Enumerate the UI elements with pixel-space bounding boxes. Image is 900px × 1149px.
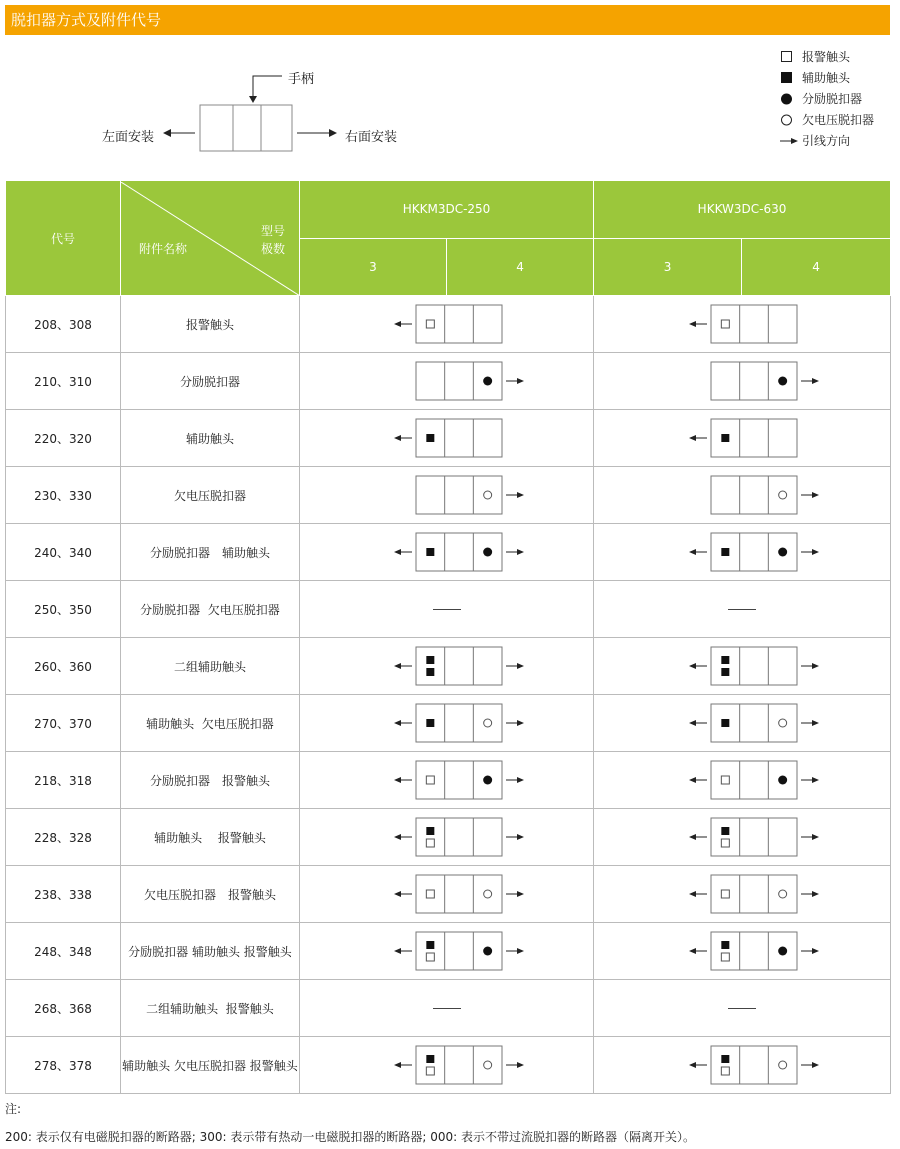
alarm-contact-icon	[721, 320, 729, 328]
alarm-contact-icon	[721, 890, 729, 898]
breaker-symbol-diagram	[300, 356, 594, 404]
model-250-symbol-cell	[300, 809, 594, 866]
model-630-symbol-cell	[594, 353, 891, 410]
model-630-symbol-cell	[594, 467, 891, 524]
symbol-legend	[780, 46, 874, 151]
lead-left-arrow-icon	[689, 321, 707, 327]
shunt-release-icon	[483, 775, 492, 784]
header-pole-3: 3	[594, 238, 742, 296]
table-row	[6, 524, 891, 581]
alarm-contact-icon	[426, 1067, 434, 1075]
undervoltage-release-icon	[484, 1061, 492, 1069]
alarm-contact-icon	[426, 953, 434, 961]
aux-contact-icon	[721, 548, 729, 556]
model-630-symbol-cell	[594, 695, 891, 752]
lead-right-arrow-icon	[506, 834, 524, 840]
model-250-symbol-cell	[300, 980, 594, 1037]
model-630-symbol-cell	[594, 638, 891, 695]
model-250-symbol-cell	[300, 752, 594, 809]
aux-contact-icon	[426, 434, 434, 442]
not-available-dash	[433, 609, 461, 610]
model-630-symbol-cell	[594, 866, 891, 923]
breaker-symbol-diagram	[595, 299, 889, 347]
undervoltage-release-icon	[484, 890, 492, 898]
model-630-symbol-cell	[594, 581, 891, 638]
lead-right-arrow-icon	[801, 492, 819, 498]
lead-right-arrow-icon	[506, 663, 524, 669]
row-code: 248、348	[6, 923, 121, 980]
lead-left-arrow-icon	[689, 777, 707, 783]
lead-right-arrow-icon	[801, 891, 819, 897]
legend-item-aux	[780, 67, 874, 88]
model-630-symbol-cell	[594, 752, 891, 809]
shunt-release-icon	[778, 547, 787, 556]
breaker-symbol-diagram	[595, 812, 889, 860]
model-250-symbol-cell	[300, 353, 594, 410]
breaker-symbol-diagram	[300, 299, 594, 347]
undervoltage-release-icon	[779, 491, 787, 499]
alarm-contact-icon	[721, 839, 729, 847]
model-250-symbol-cell	[300, 866, 594, 923]
row-code: 238、338	[6, 866, 121, 923]
open-circle-icon	[780, 113, 802, 127]
lead-left-arrow-icon	[394, 321, 412, 327]
table-row	[6, 923, 891, 980]
row-accessory-name: 分励脱扣器	[121, 353, 300, 410]
table-row	[6, 752, 891, 809]
legend-label: 欠电压脱扣器	[802, 113, 875, 127]
aux-contact-icon	[426, 668, 434, 676]
filled-circle-icon	[780, 92, 802, 106]
breaker-symbol-diagram	[300, 413, 594, 461]
header-pole-4: 4	[447, 238, 594, 296]
lead-left-arrow-icon	[689, 549, 707, 555]
row-code: 240、340	[6, 524, 121, 581]
model-630-symbol-cell	[594, 1037, 891, 1094]
note-text: 200: 表示仅有电磁脱扣器的断路器; 300: 表示带有热动一电磁脱扣器的断路器; 000: 表示不带过流脱扣器的断路器（隔离开关）。	[5, 1130, 696, 1144]
breaker-symbol-diagram	[300, 698, 594, 746]
aux-contact-icon	[721, 434, 729, 442]
breaker-symbol-diagram	[595, 470, 889, 518]
lead-right-arrow-icon	[506, 891, 524, 897]
header-code: 代号	[6, 181, 121, 296]
undervoltage-release-icon	[484, 719, 492, 727]
legend-item-lead-direction	[780, 130, 874, 151]
alarm-contact-icon	[426, 776, 434, 784]
breaker-symbol-diagram	[595, 755, 889, 803]
header-model-250: HKKM3DC-250	[300, 181, 594, 239]
table-row	[6, 1037, 891, 1094]
lead-left-arrow-icon	[394, 720, 412, 726]
header-model-label: 型号	[260, 224, 285, 238]
lead-left-arrow-icon	[394, 1062, 412, 1068]
model-250-symbol-cell	[300, 467, 594, 524]
shunt-release-icon	[778, 775, 787, 784]
lead-left-arrow-icon	[689, 435, 707, 441]
model-630-symbol-cell	[594, 923, 891, 980]
lead-left-arrow-icon	[689, 834, 707, 840]
accessory-code-table-wrap	[5, 180, 890, 1094]
row-code: 228、328	[6, 809, 121, 866]
breaker-symbol-diagram	[300, 926, 594, 974]
breaker-symbol-diagram	[300, 869, 594, 917]
aux-contact-icon	[426, 1055, 434, 1063]
lead-right-arrow-icon	[506, 1062, 524, 1068]
table-row	[6, 467, 891, 524]
left-install-label: 左面安装	[102, 130, 155, 145]
legend-item-alarm	[780, 46, 874, 67]
lead-right-arrow-icon	[801, 1062, 819, 1068]
table-row	[6, 866, 891, 923]
header-diagonal-cell	[121, 181, 300, 296]
not-available-dash	[728, 609, 756, 610]
lead-left-arrow-icon	[394, 549, 412, 555]
breaker-symbol-diagram	[595, 356, 889, 404]
handle-label: 手柄	[288, 72, 315, 87]
table-row	[6, 809, 891, 866]
model-250-symbol-cell	[300, 638, 594, 695]
model-250-symbol-cell	[300, 695, 594, 752]
row-accessory-name: 分励脱扣器 欠电压脱扣器	[121, 581, 300, 638]
aux-contact-icon	[426, 656, 434, 664]
legend-label: 辅助触头	[802, 71, 851, 85]
aux-contact-icon	[426, 827, 434, 835]
row-accessory-name: 分励脱扣器 辅助触头	[121, 524, 300, 581]
model-250-symbol-cell	[300, 410, 594, 467]
legend-label: 引线方向	[802, 134, 851, 148]
lead-left-arrow-icon	[689, 720, 707, 726]
section-banner: 脱扣器方式及附件代号	[5, 5, 890, 35]
breaker-symbol-diagram	[300, 1040, 594, 1088]
model-250-symbol-cell	[300, 1037, 594, 1094]
aux-contact-icon	[721, 941, 729, 949]
table-row	[6, 980, 891, 1037]
legend-item-shunt	[780, 88, 874, 109]
lead-right-arrow-icon	[506, 378, 524, 384]
breaker-symbol-diagram	[300, 527, 594, 575]
table-row	[6, 296, 891, 353]
lead-right-arrow-icon	[801, 549, 819, 555]
row-accessory-name: 辅助触头 欠电压脱扣器 报警触头	[121, 1037, 300, 1094]
legend-label: 报警触头	[802, 50, 851, 64]
undervoltage-release-icon	[779, 1061, 787, 1069]
lead-right-arrow-icon	[801, 663, 819, 669]
row-code: 210、310	[6, 353, 121, 410]
breaker-symbol-diagram	[595, 527, 889, 575]
row-code: 208、308	[6, 296, 121, 353]
row-accessory-name: 欠电压脱扣器	[121, 467, 300, 524]
aux-contact-icon	[426, 941, 434, 949]
header-poles-label: 极数	[260, 242, 285, 256]
model-250-symbol-cell	[300, 923, 594, 980]
aux-contact-icon	[426, 548, 434, 556]
undervoltage-release-icon	[779, 719, 787, 727]
breaker-symbol-diagram	[300, 641, 594, 689]
row-accessory-name: 二组辅助触头 报警触头	[121, 980, 300, 1037]
undervoltage-release-icon	[779, 890, 787, 898]
arrow-right-icon	[780, 136, 802, 146]
lead-right-arrow-icon	[801, 834, 819, 840]
row-accessory-name: 欠电压脱扣器 报警触头	[121, 866, 300, 923]
breaker-symbol-diagram	[595, 698, 889, 746]
table-row	[6, 410, 891, 467]
breaker-symbol-diagram	[300, 470, 594, 518]
row-accessory-name: 辅助触头 欠电压脱扣器	[121, 695, 300, 752]
lead-right-arrow-icon	[506, 492, 524, 498]
model-630-symbol-cell	[594, 980, 891, 1037]
breaker-symbol-diagram	[300, 755, 594, 803]
table-row	[6, 695, 891, 752]
aux-contact-icon	[721, 827, 729, 835]
row-code: 250、350	[6, 581, 121, 638]
model-630-symbol-cell	[594, 524, 891, 581]
breaker-symbol-diagram	[595, 926, 889, 974]
aux-contact-icon	[721, 1055, 729, 1063]
legend-label: 分励脱扣器	[802, 92, 863, 106]
lead-left-arrow-icon	[394, 777, 412, 783]
shunt-release-icon	[778, 946, 787, 955]
lead-right-arrow-icon	[801, 378, 819, 384]
breaker-schematic	[0, 60, 500, 170]
legend-item-undervoltage	[780, 109, 874, 130]
row-code: 220、320	[6, 410, 121, 467]
lead-left-arrow-icon	[689, 891, 707, 897]
aux-contact-icon	[426, 719, 434, 727]
lead-right-arrow-icon	[506, 777, 524, 783]
model-630-symbol-cell	[594, 296, 891, 353]
row-code: 230、330	[6, 467, 121, 524]
aux-contact-icon	[721, 656, 729, 664]
lead-right-arrow-icon	[506, 720, 524, 726]
lead-left-arrow-icon	[689, 948, 707, 954]
table-row	[6, 353, 891, 410]
aux-contact-icon	[721, 668, 729, 676]
header-accessory-label: 附件名称	[139, 242, 188, 256]
table-row	[6, 581, 891, 638]
not-available-dash	[433, 1008, 461, 1009]
row-code: 278、378	[6, 1037, 121, 1094]
table-row	[6, 638, 891, 695]
lead-left-arrow-icon	[394, 834, 412, 840]
model-250-symbol-cell	[300, 296, 594, 353]
lead-right-arrow-icon	[506, 549, 524, 555]
row-accessory-name: 分励脱扣器 辅助触头 报警触头	[121, 923, 300, 980]
lead-right-arrow-icon	[801, 777, 819, 783]
filled-square-icon	[780, 71, 802, 85]
shunt-release-icon	[778, 376, 787, 385]
lead-left-arrow-icon	[689, 663, 707, 669]
accessory-code-table	[5, 180, 891, 1094]
note-title: 注:	[5, 1102, 22, 1116]
lead-left-arrow-icon	[394, 435, 412, 441]
breaker-symbol-diagram	[595, 1040, 889, 1088]
lead-left-arrow-icon	[689, 1062, 707, 1068]
breaker-symbol-diagram	[595, 869, 889, 917]
lead-left-arrow-icon	[394, 663, 412, 669]
breaker-symbol-diagram	[595, 641, 889, 689]
breaker-symbol-diagram	[300, 812, 594, 860]
row-code: 270、370	[6, 695, 121, 752]
undervoltage-release-icon	[484, 491, 492, 499]
row-accessory-name: 报警触头	[121, 296, 300, 353]
row-code: 218、318	[6, 752, 121, 809]
right-install-label: 右面安装	[345, 130, 398, 145]
not-available-dash	[728, 1008, 756, 1009]
row-code: 260、360	[6, 638, 121, 695]
table-body	[6, 296, 891, 1094]
shunt-release-icon	[483, 376, 492, 385]
alarm-contact-icon	[426, 839, 434, 847]
model-250-symbol-cell	[300, 581, 594, 638]
row-accessory-name: 二组辅助触头	[121, 638, 300, 695]
lead-right-arrow-icon	[801, 948, 819, 954]
model-250-symbol-cell	[300, 524, 594, 581]
alarm-contact-icon	[721, 1067, 729, 1075]
row-accessory-name: 辅助触头 报警触头	[121, 809, 300, 866]
installation-diagram	[0, 60, 500, 170]
breaker-symbol-diagram	[595, 413, 889, 461]
header-pole-4: 4	[742, 238, 891, 296]
header-pole-3: 3	[300, 238, 447, 296]
lead-right-arrow-icon	[801, 720, 819, 726]
row-accessory-name: 辅助触头	[121, 410, 300, 467]
alarm-contact-icon	[426, 890, 434, 898]
model-630-symbol-cell	[594, 809, 891, 866]
shunt-release-icon	[483, 547, 492, 556]
alarm-contact-icon	[426, 320, 434, 328]
model-630-symbol-cell	[594, 410, 891, 467]
shunt-release-icon	[483, 946, 492, 955]
row-code: 268、368	[6, 980, 121, 1037]
aux-contact-icon	[721, 719, 729, 727]
row-accessory-name: 分励脱扣器 报警触头	[121, 752, 300, 809]
open-square-icon	[780, 50, 802, 64]
alarm-contact-icon	[721, 953, 729, 961]
header-model-630: HKKW3DC-630	[594, 181, 891, 239]
lead-left-arrow-icon	[394, 891, 412, 897]
alarm-contact-icon	[721, 776, 729, 784]
lead-left-arrow-icon	[394, 948, 412, 954]
lead-right-arrow-icon	[506, 948, 524, 954]
